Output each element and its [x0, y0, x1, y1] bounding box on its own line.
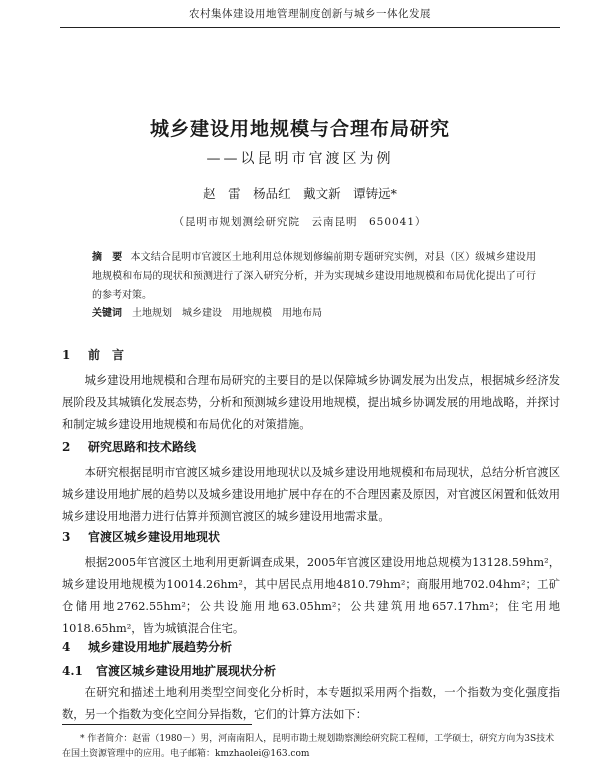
subsection-paragraph: 在研究和描述土地利用类型空间变化分析时，本专题拟采用两个指数，一个指数为变化强度指数，另一个指数为变化空间分异指数，它们的计算方法如下：: [62, 686, 560, 721]
affiliation: （昆明市规划测绘研究院 云南昆明 650041）: [173, 216, 427, 228]
section-number: 1: [62, 348, 71, 362]
section-number: 2: [62, 440, 71, 454]
section-title: 前 言: [88, 348, 125, 362]
abstract-label: 摘 要: [92, 252, 123, 263]
section-paragraph: 城乡建设用地规模和合理布局研究的主要目的是以保障城乡协调发展为出发点，根据城乡经济发展阶段及其城镇化发展态势，分析和预测城乡建设用地规模，提出城乡协调发展的用地战略，并探讨和制定城乡建设用地规模和布局优化的对策措施。: [62, 374, 560, 431]
section-title: 官渡区城乡建设用地现状: [88, 530, 221, 544]
section-number: 4: [62, 640, 71, 654]
running-header: 农村集体建设用地管理制度创新与城乡一体化发展: [60, 6, 560, 28]
section-paragraph: 根据2005年官渡区土地利用更新调查成果，2005年官渡区建设用地总规模为13128.59hm²，城乡建设用地规模为10014.26hm²，其中居民点用地4810.79hm²；商服用地702.04hm²；工矿仓储用地2762.55hm²；公共设施用地63.05hm²；公共建筑用地657.17hm²；住宅用地1018.65hm²，皆为城镇混合住宅。: [62, 556, 560, 635]
keywords-label: 关键词: [92, 308, 122, 319]
paper-subtitle: ——以昆明市官渡区为例: [206, 151, 394, 167]
section-paragraph: 本研究根据昆明市官渡区城乡建设用地现状以及城乡建设用地规模和布局现状，总结分析官渡区城乡建设用地扩展的趋势以及城乡建设用地扩展中存在的不合理因素及原因，对官渡区闲置和低效用城乡建设用地潜力进行估算并预测官渡区的城乡建设用地需求量。: [62, 466, 560, 523]
section-heading: [62, 346, 124, 363]
section-heading: [62, 638, 232, 655]
subsection-title: 官渡区城乡建设用地扩展现状分析: [96, 664, 277, 678]
section-number: 3: [62, 530, 71, 544]
subsection-heading: [62, 662, 276, 679]
subsection-number: 4.1: [62, 664, 83, 678]
section-heading: [62, 438, 196, 455]
keywords: [92, 304, 536, 319]
footnote: * 作者简介：赵雷（1980－）男，河南南阳人，昆明市勘土规划勘察测绘研究院工程师，工学硕士，研究方向为3S技术在国土资源管理中的应用。电子邮箱：kmzhaolei@163.com: [62, 734, 555, 759]
keywords-text: 土地规划 城乡建设 用地规模 用地布局: [132, 308, 322, 319]
section-title: 研究思路和技术路线: [88, 440, 197, 454]
footnote-rule: [62, 724, 252, 725]
author-list: 赵 雷 杨品红 戴文新 谭铸远*: [203, 186, 397, 201]
abstract: [92, 248, 536, 305]
section-title: 城乡建设用地扩展趋势分析: [88, 640, 233, 654]
abstract-text: 本文结合昆明市官渡区土地利用总体规划修编前期专题研究实例，对县（区）级城乡建设用地规模和布局的现状和预测进行了深入研究分析，并为实现城乡建设用地规模和布局优化提出了可行的参考对策。: [92, 252, 537, 301]
section-heading: [62, 528, 220, 545]
paper-title: 城乡建设用地规模与合理布局研究: [149, 118, 450, 140]
